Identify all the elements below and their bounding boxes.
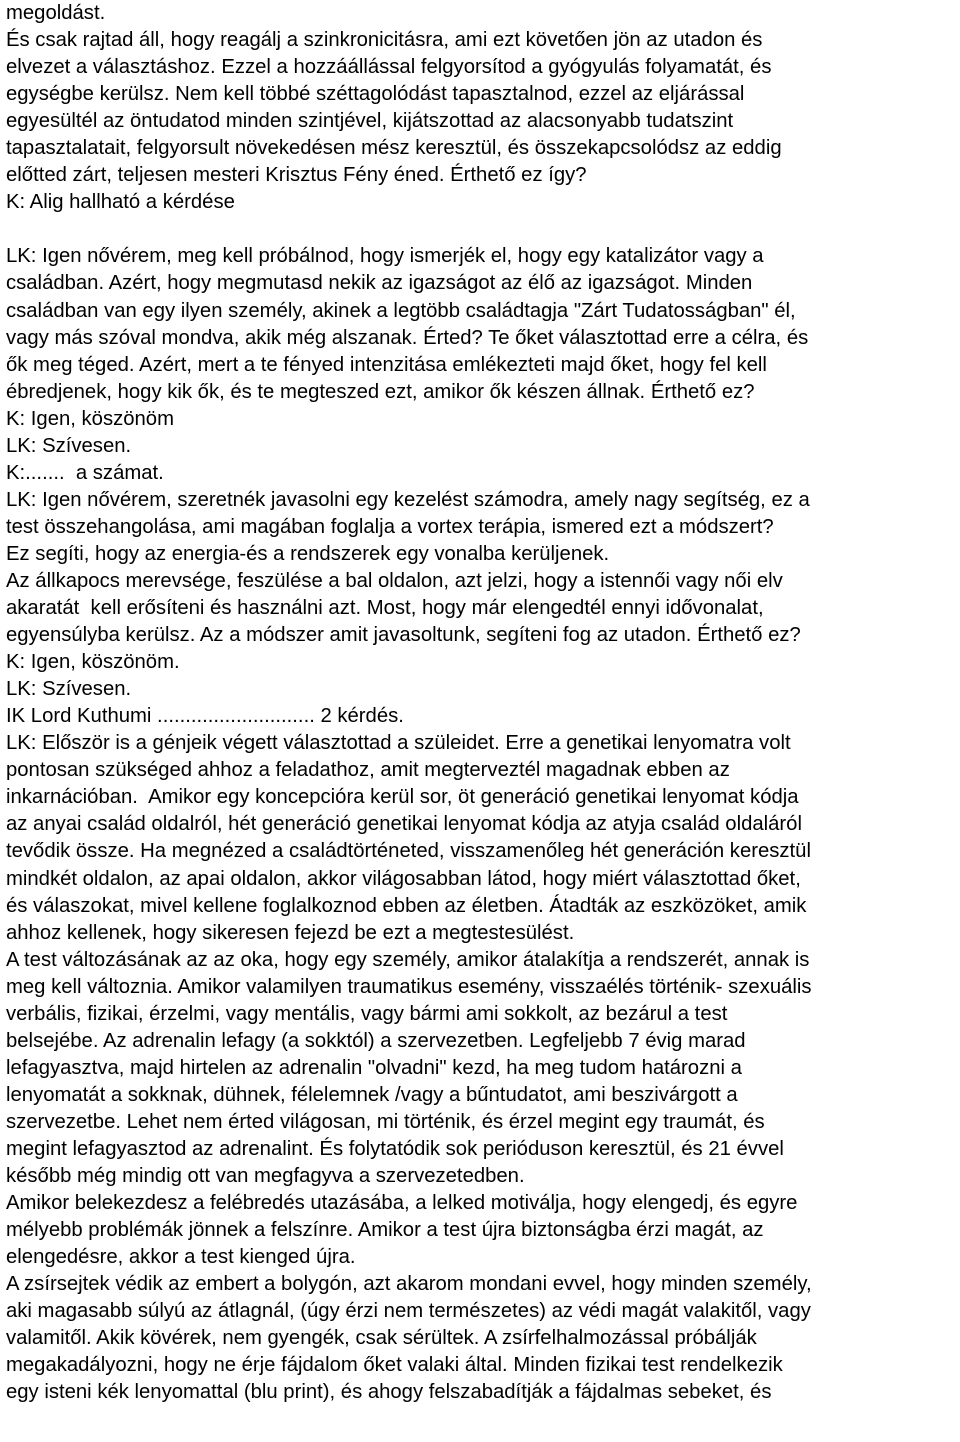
text-line: Az állkapocs merevsége, feszülése a bal oldalon, azt jelzi, hogy a istennői vagy női elv xyxy=(6,569,783,592)
text-line: K: Igen, köszönöm xyxy=(6,407,174,430)
text-line: az anyai család oldalról, hét generáció genetikai lenyomat kódja az atyja család oldaláról xyxy=(6,813,802,836)
text-line: lefagyasztva, majd hirtelen az adrenalin "olvadni" kezd, ha meg tudom határozni a xyxy=(6,1056,742,1079)
text-line xyxy=(6,216,954,243)
text-line: K: Alig hallható a kérdése xyxy=(6,191,235,214)
text-line: szervezetbe. Lehet nem érted világosan, mi történik, és érzel megint egy traumát, és xyxy=(6,1110,765,1133)
text-line: tevődik össze. Ha megnézed a családtörténeted, visszamenőleg hét generáción keresztül xyxy=(6,840,811,863)
text-line: pontosan szükséged ahhoz a feladathoz, amit megterveztél magadnak ebben az xyxy=(6,759,730,782)
text-line: mindkét oldalon, az apai oldalon, akkor világosabban látod, hogy miért választottad őket, xyxy=(6,867,801,890)
text-line: mélyebb problémák jönnek a felszínre. Amikor a test újra biztonságba érzi magát, az xyxy=(6,1219,764,1242)
text-line: aki magasabb súlyú az átlagnál, (úgy érzi nem természetes) az védi magát valakitől, vagy xyxy=(6,1300,811,1323)
text-line: ébredjenek, hogy kik ők, és te megteszed ezt, amikor ők készen állnak. Érthető ez? xyxy=(6,380,755,403)
text-line: később még mindig ott van megfagyva a szervezetedben. xyxy=(6,1165,525,1188)
text-line: belsejébe. Az adrenalin lefagy (a sokktól) a szervezetben. Legfeljebb 7 évig marad xyxy=(6,1029,746,1052)
text-line: egységbe kerülsz. Nem kell többé széttagolódást tapasztalnod, ezzel az eljárással xyxy=(6,83,745,106)
text-line: családban. Azért, hogy megmutasd nekik az igazságot az élő az igazságot. Minden xyxy=(6,272,753,295)
text-line: ők meg téged. Azért, mert a te fényed intenzitása emlékezteti majd őket, hogy fel kell xyxy=(6,353,767,376)
text-line: Ez segíti, hogy az energia-és a rendszerek egy vonalba kerüljenek. xyxy=(6,542,610,565)
text-line: inkarnációban. Amikor egy koncepcióra kerül sor, öt generáció genetikai lenyomat kódja xyxy=(6,786,799,809)
text-line: és válaszokat, mivel kellene foglalkoznod ebben az életben. Átadták az eszközöket, amik xyxy=(6,894,807,917)
text-line: egy isteni kék lenyomattal (blu print), és ahogy felszabadítják a fájdalmas sebeket, és xyxy=(6,1381,772,1404)
text-line: lenyomatát a sokknak, dühnek, félelemnek /vagy a bűntudatot, ami beszivárgott a xyxy=(6,1083,738,1106)
document-body-text xyxy=(6,0,954,1406)
text-line: K: Igen, köszönöm. xyxy=(6,651,180,674)
text-line: elengedésre, akkor a test kienged újra. xyxy=(6,1246,356,1269)
text-line: LK: Szívesen. xyxy=(6,678,132,701)
text-line: meg kell változnia. Amikor valamilyen traumatikus esemény, visszaélés történik- szexuális xyxy=(6,975,812,998)
text-line: valamitől. Akik kövérek, nem gyengék, csak sérültek. A zsírfelhalmozással próbálják xyxy=(6,1327,757,1350)
text-line: A zsírsejtek védik az embert a bolygón, azt akarom mondani evvel, hogy minden személy, xyxy=(6,1273,812,1296)
text-line: előtted zárt, teljesen mesteri Krisztus Fény éned. Érthető ez így? xyxy=(6,164,587,187)
text-line: És csak rajtad áll, hogy reagálj a szinkronicitásra, ami ezt követően jön az utadon és xyxy=(6,29,763,52)
text-line: vagy más szóval mondva, akik még alszanak. Érted? Te őket választottad erre a célra, és xyxy=(6,326,809,349)
text-line: LK: Szívesen. xyxy=(6,434,132,457)
text-line: megakadályozni, hogy ne érje fájdalom őket valaki által. Minden fizikai test rendelkezik xyxy=(6,1354,783,1377)
text-line: egyesültél az öntudatod minden szintjével, kijátszottad az alacsonyabb tudatszint xyxy=(6,110,734,133)
text-line: egyensúlyba kerülsz. Az a módszer amit javasoltunk, segíteni fog az utadon. Érthető ez? xyxy=(6,624,801,647)
text-line: megint lefagyasztod az adrenalint. És folytatódik sok perióduson keresztül, és 21 évvel xyxy=(6,1137,784,1160)
text-line: verbális, fizikai, érzelmi, vagy mentális, vagy bármi ami sokkolt, az bezárul a test xyxy=(6,1002,728,1025)
text-line: megoldást. xyxy=(6,2,106,24)
text-line: IK Lord Kuthumi ............................ 2 kérdés. xyxy=(6,705,404,728)
text-line: LK: Igen nővérem, szeretnék javasolni egy kezelést számodra, amely nagy segítség, ez a xyxy=(6,488,810,511)
text-line: ahhoz kellenek, hogy sikeresen fejezd be ezt a megtestesülést. xyxy=(6,921,575,944)
text-line: LK: Igen nővérem, meg kell próbálnod, hogy ismerjék el, hogy egy katalizátor vagy a xyxy=(6,245,764,268)
text-line: LK: Először is a génjeik végett választottad a szüleidet. Erre a genetikai lenyomatra volt xyxy=(6,732,791,755)
text-line: tapasztalatait, felgyorsult növekedésen mész keresztül, és összekapcsolódsz az eddig xyxy=(6,137,782,160)
text-line: akaratát kell erősíteni és használni azt. Most, hogy már elengedtél ennyi idővonalat, xyxy=(6,597,764,620)
text-line: K:....... a számat. xyxy=(6,461,164,484)
text-line: A test változásának az az oka, hogy egy személy, amikor átalakítja a rendszerét, annak is xyxy=(6,948,810,971)
text-line: családban van egy ilyen személy, akinek a legtöbb családtagja "Zárt Tudatosságban" él, xyxy=(6,299,796,322)
text-line: Amikor belekezdesz a felébredés utazásába, a lelked motiválja, hogy elengedj, és egyre xyxy=(6,1192,798,1215)
text-line: elvezet a választáshoz. Ezzel a hozzáállással felgyorsítod a gyógyulás folyamatát, és xyxy=(6,56,772,79)
text-line: test összehangolása, ami magában foglalja a vortex terápia, ismered ezt a módszert? xyxy=(6,515,774,538)
